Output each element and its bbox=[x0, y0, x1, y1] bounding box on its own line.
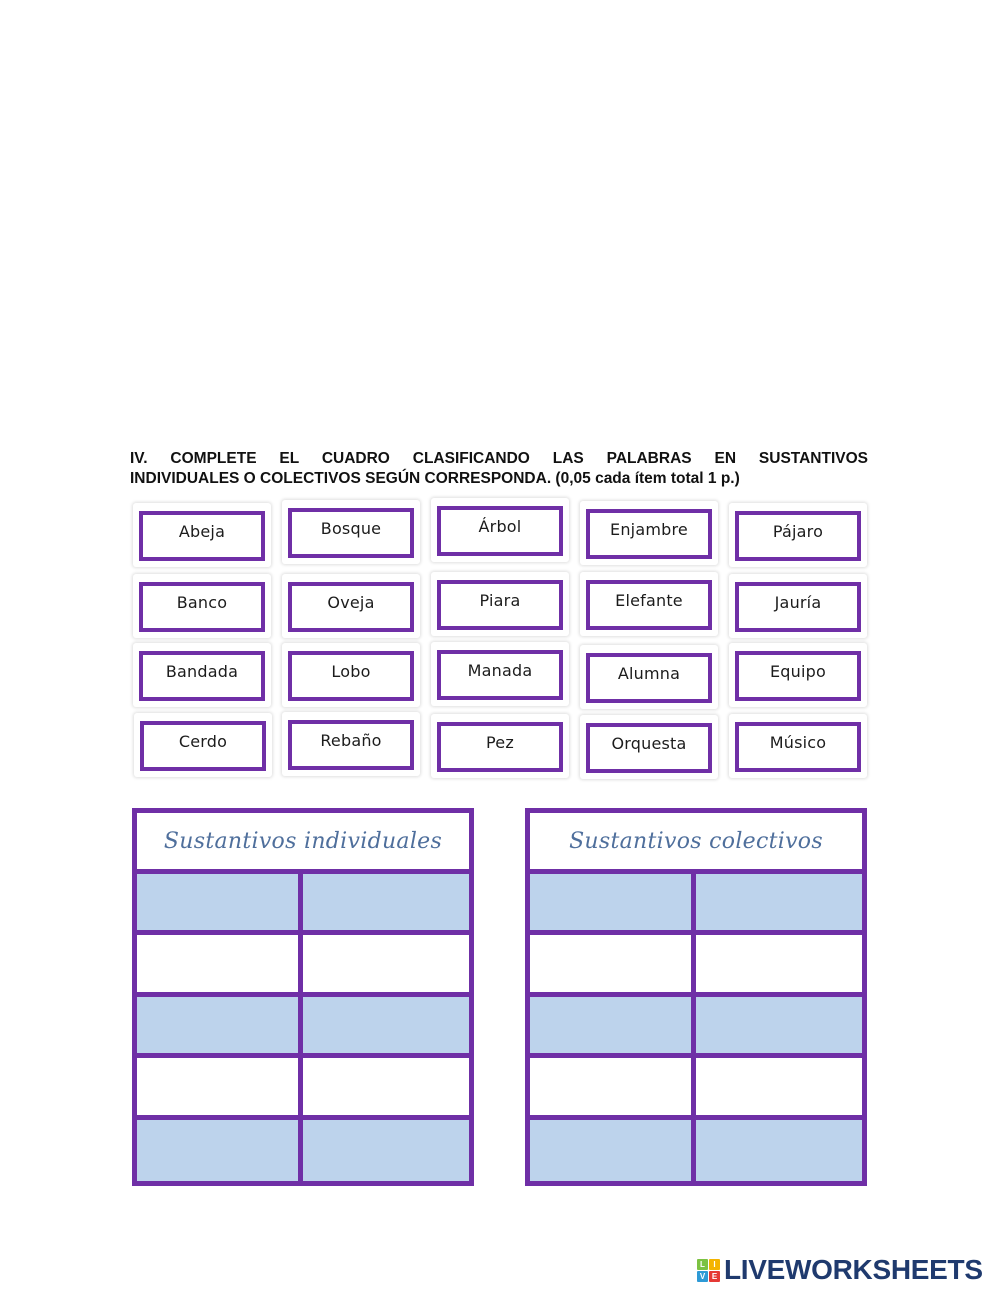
word-card[interactable] bbox=[431, 714, 569, 778]
word-card-frame bbox=[586, 509, 712, 559]
word-card[interactable] bbox=[580, 572, 718, 636]
drop-cell[interactable] bbox=[137, 997, 303, 1058]
word-label: Cerdo bbox=[178, 731, 228, 751]
word-label: Rebaño bbox=[320, 730, 382, 750]
drop-cell[interactable] bbox=[696, 1120, 862, 1181]
word-label: Orquesta bbox=[611, 733, 687, 753]
word-card-frame bbox=[139, 582, 265, 632]
word-label: Abeja bbox=[178, 521, 226, 541]
word-card-frame bbox=[437, 506, 563, 556]
word-label: Pájaro bbox=[772, 521, 824, 541]
word-card[interactable] bbox=[431, 642, 569, 706]
drop-cell[interactable] bbox=[530, 874, 696, 935]
logo-tile-i: I bbox=[709, 1259, 720, 1270]
word-card-frame bbox=[586, 580, 712, 630]
collective-nouns-table bbox=[525, 808, 867, 1186]
word-card[interactable] bbox=[282, 643, 420, 707]
word-card-frame bbox=[735, 722, 861, 772]
word-card-frame bbox=[437, 580, 563, 630]
word-label: Bosque bbox=[320, 518, 382, 538]
liveworksheets-brand bbox=[697, 1256, 983, 1284]
word-card[interactable] bbox=[133, 574, 271, 638]
word-card[interactable] bbox=[134, 713, 272, 777]
word-bank bbox=[132, 500, 867, 780]
drop-cell[interactable] bbox=[530, 997, 696, 1058]
logo-tile-v: V bbox=[697, 1271, 708, 1282]
word-card-frame bbox=[288, 651, 414, 701]
word-card-frame bbox=[139, 651, 265, 701]
instructions-heading bbox=[130, 449, 868, 489]
liveworksheets-logo-icon bbox=[697, 1259, 720, 1282]
word-card-frame bbox=[288, 582, 414, 632]
drop-cell[interactable] bbox=[696, 874, 862, 935]
logo-tile-l: L bbox=[697, 1259, 708, 1270]
word-label: Jauría bbox=[774, 592, 822, 612]
word-card-frame bbox=[735, 651, 861, 701]
liveworksheets-wordmark: LIVEWORKSHEETS bbox=[724, 1254, 983, 1285]
drop-cell[interactable] bbox=[137, 1120, 303, 1181]
word-card-frame bbox=[288, 720, 414, 770]
drop-cell[interactable] bbox=[530, 1120, 696, 1181]
word-label: Banco bbox=[176, 592, 228, 612]
word-label: Enjambre bbox=[610, 519, 688, 539]
word-card-frame bbox=[140, 721, 266, 771]
word-label: Piara bbox=[479, 590, 521, 610]
drop-cell[interactable] bbox=[530, 1058, 696, 1119]
drop-cell[interactable] bbox=[303, 997, 469, 1058]
word-card-frame bbox=[437, 722, 563, 772]
drop-cell[interactable] bbox=[303, 935, 469, 996]
word-card[interactable] bbox=[729, 574, 867, 638]
word-label: Bandada bbox=[165, 661, 239, 681]
drop-cell[interactable] bbox=[137, 874, 303, 935]
drop-cell[interactable] bbox=[530, 935, 696, 996]
instructions-line-2: INDIVIDUALES O COLECTIVOS SEGÚN CORRESPONDA. (0,05 cada ítem total 1 p.) bbox=[130, 470, 740, 487]
word-card-frame bbox=[586, 723, 712, 773]
instructions-line-1: IV. COMPLETE EL CUADRO CLASIFICANDO LAS PALABRAS EN SUSTANTIVOS bbox=[130, 450, 868, 467]
word-card[interactable] bbox=[282, 500, 420, 564]
word-label: Oveja bbox=[327, 592, 375, 612]
drop-cell[interactable] bbox=[303, 1120, 469, 1181]
word-card[interactable] bbox=[580, 501, 718, 565]
collective-nouns-grid bbox=[530, 874, 862, 1181]
word-card[interactable] bbox=[580, 645, 718, 709]
drop-cell[interactable] bbox=[137, 935, 303, 996]
drop-cell[interactable] bbox=[303, 1058, 469, 1119]
drop-cell[interactable] bbox=[137, 1058, 303, 1119]
word-label: Pez bbox=[486, 732, 514, 752]
word-card-frame bbox=[139, 511, 265, 561]
word-label: Equipo bbox=[770, 661, 826, 681]
word-card-frame bbox=[735, 582, 861, 632]
word-card-frame bbox=[586, 653, 712, 703]
word-label: Alumna bbox=[617, 663, 681, 683]
individual-nouns-table bbox=[132, 808, 474, 1186]
collective-nouns-title: Sustantivos colectivos bbox=[530, 813, 862, 874]
individual-nouns-grid bbox=[137, 874, 469, 1181]
word-label: Músico bbox=[769, 732, 827, 752]
drop-cell[interactable] bbox=[696, 935, 862, 996]
word-card-frame bbox=[437, 650, 563, 700]
word-label: Elefante bbox=[615, 590, 683, 610]
word-card[interactable] bbox=[282, 712, 420, 776]
word-label: Lobo bbox=[331, 661, 371, 681]
word-card[interactable] bbox=[729, 643, 867, 707]
word-label: Árbol bbox=[478, 516, 522, 536]
word-card[interactable] bbox=[580, 715, 718, 779]
drop-cell[interactable] bbox=[696, 997, 862, 1058]
word-label: Manada bbox=[467, 660, 533, 680]
word-card-frame bbox=[735, 511, 861, 561]
word-card[interactable] bbox=[133, 643, 271, 707]
drop-cell[interactable] bbox=[696, 1058, 862, 1119]
individual-nouns-title: Sustantivos individuales bbox=[137, 813, 469, 874]
word-card[interactable] bbox=[729, 714, 867, 778]
logo-tile-e: E bbox=[709, 1271, 720, 1282]
word-card-frame bbox=[288, 508, 414, 558]
word-card[interactable] bbox=[729, 503, 867, 567]
word-card[interactable] bbox=[282, 574, 420, 638]
drop-cell[interactable] bbox=[303, 874, 469, 935]
word-card[interactable] bbox=[431, 498, 569, 562]
word-card[interactable] bbox=[431, 572, 569, 636]
word-card[interactable] bbox=[133, 503, 271, 567]
